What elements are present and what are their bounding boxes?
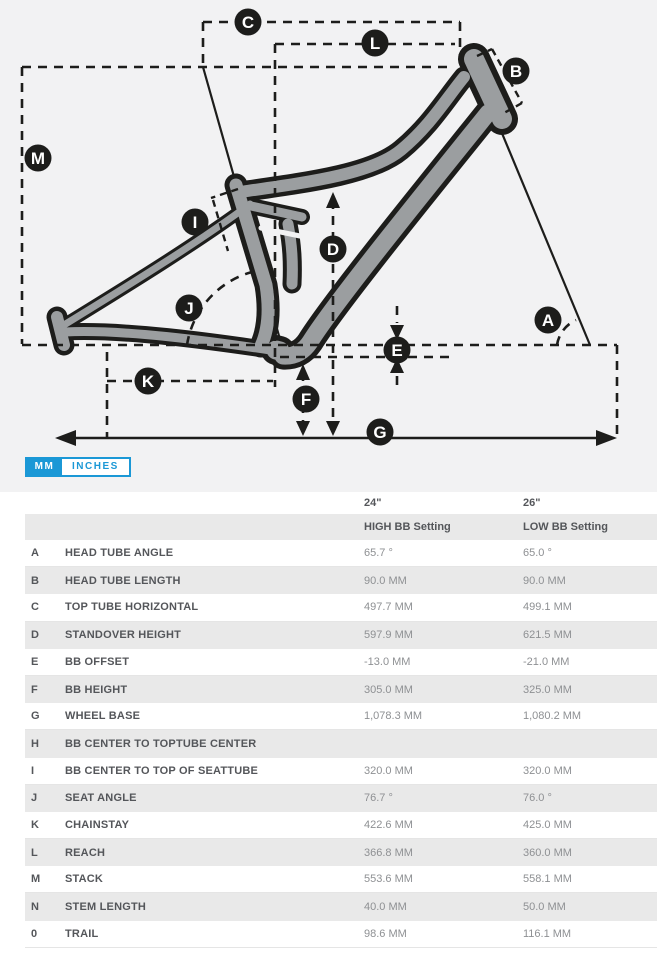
table-rows — [25, 540, 657, 948]
row-value-high: 40.0 MM — [364, 901, 407, 914]
svg-text:L: L — [369, 34, 381, 53]
row-value-low: 1,080.2 MM — [523, 710, 582, 723]
diagram-label-e — [384, 337, 411, 364]
row-value-low: 90.0 MM — [523, 574, 566, 587]
row-label: BB CENTER TO TOP OF SEATTUBE — [65, 764, 259, 777]
row-value-high: 553.6 MM — [364, 873, 413, 886]
table-row — [25, 676, 657, 703]
table-row — [25, 866, 657, 893]
table-row — [25, 785, 657, 812]
row-value-low: 360.0 MM — [523, 846, 572, 859]
diagram-label-g — [367, 419, 394, 446]
row-value-low: 499.1 MM — [523, 601, 572, 614]
row-value-low: 76.0 ° — [523, 792, 552, 805]
row-key: I — [31, 764, 35, 777]
table-row — [25, 594, 657, 621]
diagram-label-c — [235, 9, 262, 36]
diagram-label-k — [135, 368, 162, 395]
wheelbase-arrow-line — [55, 430, 617, 446]
svg-text:E: E — [391, 341, 403, 360]
frame-silhouette — [57, 59, 502, 356]
row-key: H — [31, 737, 39, 750]
row-value-high: 366.8 MM — [364, 846, 413, 859]
row-key: G — [31, 710, 40, 723]
diagram-label-i — [182, 209, 209, 236]
table-row — [25, 758, 657, 785]
row-value-high: 597.9 MM — [364, 629, 413, 642]
svg-text:C: C — [241, 13, 255, 32]
svg-text:G: G — [373, 423, 387, 442]
geometry-table — [25, 492, 657, 948]
row-key: J — [31, 792, 38, 805]
row-value-low: 325.0 MM — [523, 683, 572, 696]
unit-toggle-mm[interactable]: MM — [27, 459, 62, 475]
diagram-label-m — [25, 145, 52, 172]
row-label: STACK — [65, 873, 104, 886]
svg-text:K: K — [141, 372, 155, 391]
unit-toggle-inches[interactable]: INCHES — [62, 459, 129, 475]
row-key: L — [31, 846, 38, 859]
row-label: REACH — [65, 846, 106, 859]
row-key: A — [31, 547, 39, 560]
table-row — [25, 649, 657, 676]
row-key: F — [31, 683, 38, 696]
row-key: K — [31, 818, 39, 831]
row-value-low: 320.0 MM — [523, 764, 572, 777]
svg-text:M: M — [30, 149, 46, 168]
column-header-size-26: 26" — [523, 497, 541, 509]
row-value-high: 65.7 ° — [364, 547, 393, 560]
table-row — [25, 703, 657, 730]
table-row — [25, 540, 657, 567]
diagram-label-f — [293, 386, 320, 413]
row-key: D — [31, 629, 39, 642]
row-label: BB OFFSET — [65, 655, 130, 668]
row-key: M — [31, 873, 41, 886]
svg-text:F: F — [300, 390, 312, 409]
measurement-dashed-lines — [22, 22, 617, 437]
diagram-label-b — [503, 58, 530, 85]
row-value-low: 65.0 ° — [523, 547, 552, 560]
row-label: HEAD TUBE LENGTH — [65, 574, 181, 587]
row-label: BB HEIGHT — [65, 683, 128, 696]
table-row — [25, 567, 657, 594]
row-value-low: 558.1 MM — [523, 873, 572, 886]
table-row — [25, 839, 657, 866]
table-row — [25, 622, 657, 649]
unit-toggle — [25, 457, 131, 477]
row-value-high: 1,078.3 MM — [364, 710, 423, 723]
row-label: STEM LENGTH — [65, 901, 147, 914]
row-value-low: 621.5 MM — [523, 629, 572, 642]
row-value-high: 422.6 MM — [364, 818, 413, 831]
column-header-high-bb: HIGH BB Setting — [364, 521, 451, 533]
svg-text:B: B — [509, 62, 523, 81]
column-header-low-bb: LOW BB Setting — [523, 521, 608, 533]
row-label: TRAIL — [65, 927, 99, 940]
table-row — [25, 893, 657, 920]
table-row — [25, 812, 657, 839]
size-header-row — [25, 492, 657, 514]
bike-geometry-diagram — [0, 0, 657, 458]
svg-text:J: J — [184, 299, 194, 318]
table-row — [25, 921, 657, 948]
table-row — [25, 730, 657, 757]
row-value-low: 425.0 MM — [523, 818, 572, 831]
row-value-high: 305.0 MM — [364, 683, 413, 696]
svg-text:A: A — [541, 311, 555, 330]
row-value-low: -21.0 MM — [523, 655, 570, 668]
row-label: WHEEL BASE — [65, 710, 141, 723]
row-label: TOP TUBE HORIZONTAL — [65, 601, 199, 614]
row-value-high: 90.0 MM — [364, 574, 407, 587]
row-key: B — [31, 574, 39, 587]
row-key: N — [31, 901, 39, 914]
row-key: 0 — [31, 927, 38, 940]
row-key: E — [31, 655, 39, 668]
row-label: STANDOVER HEIGHT — [65, 629, 182, 642]
row-label: CHAINSTAY — [65, 818, 130, 831]
row-value-high: 76.7 ° — [364, 792, 393, 805]
row-value-high: -13.0 MM — [364, 655, 411, 668]
row-value-high: 497.7 MM — [364, 601, 413, 614]
row-value-high: 320.0 MM — [364, 764, 413, 777]
svg-text:I: I — [192, 213, 198, 232]
row-value-high: 98.6 MM — [364, 927, 407, 940]
row-value-low: 50.0 MM — [523, 901, 566, 914]
row-key: C — [31, 601, 39, 614]
column-header-size-24: 24" — [364, 497, 382, 509]
setting-header-row — [25, 514, 657, 540]
svg-text:D: D — [326, 240, 340, 259]
row-label: BB CENTER TO TOPTUBE CENTER — [65, 737, 257, 750]
diagram-label-d — [320, 236, 347, 263]
diagram-label-j — [176, 295, 203, 322]
row-value-low: 116.1 MM — [523, 927, 572, 940]
row-label: SEAT ANGLE — [65, 792, 137, 805]
row-label: HEAD TUBE ANGLE — [65, 547, 174, 560]
diagram-label-a — [535, 307, 562, 334]
diagram-label-l — [362, 30, 389, 57]
